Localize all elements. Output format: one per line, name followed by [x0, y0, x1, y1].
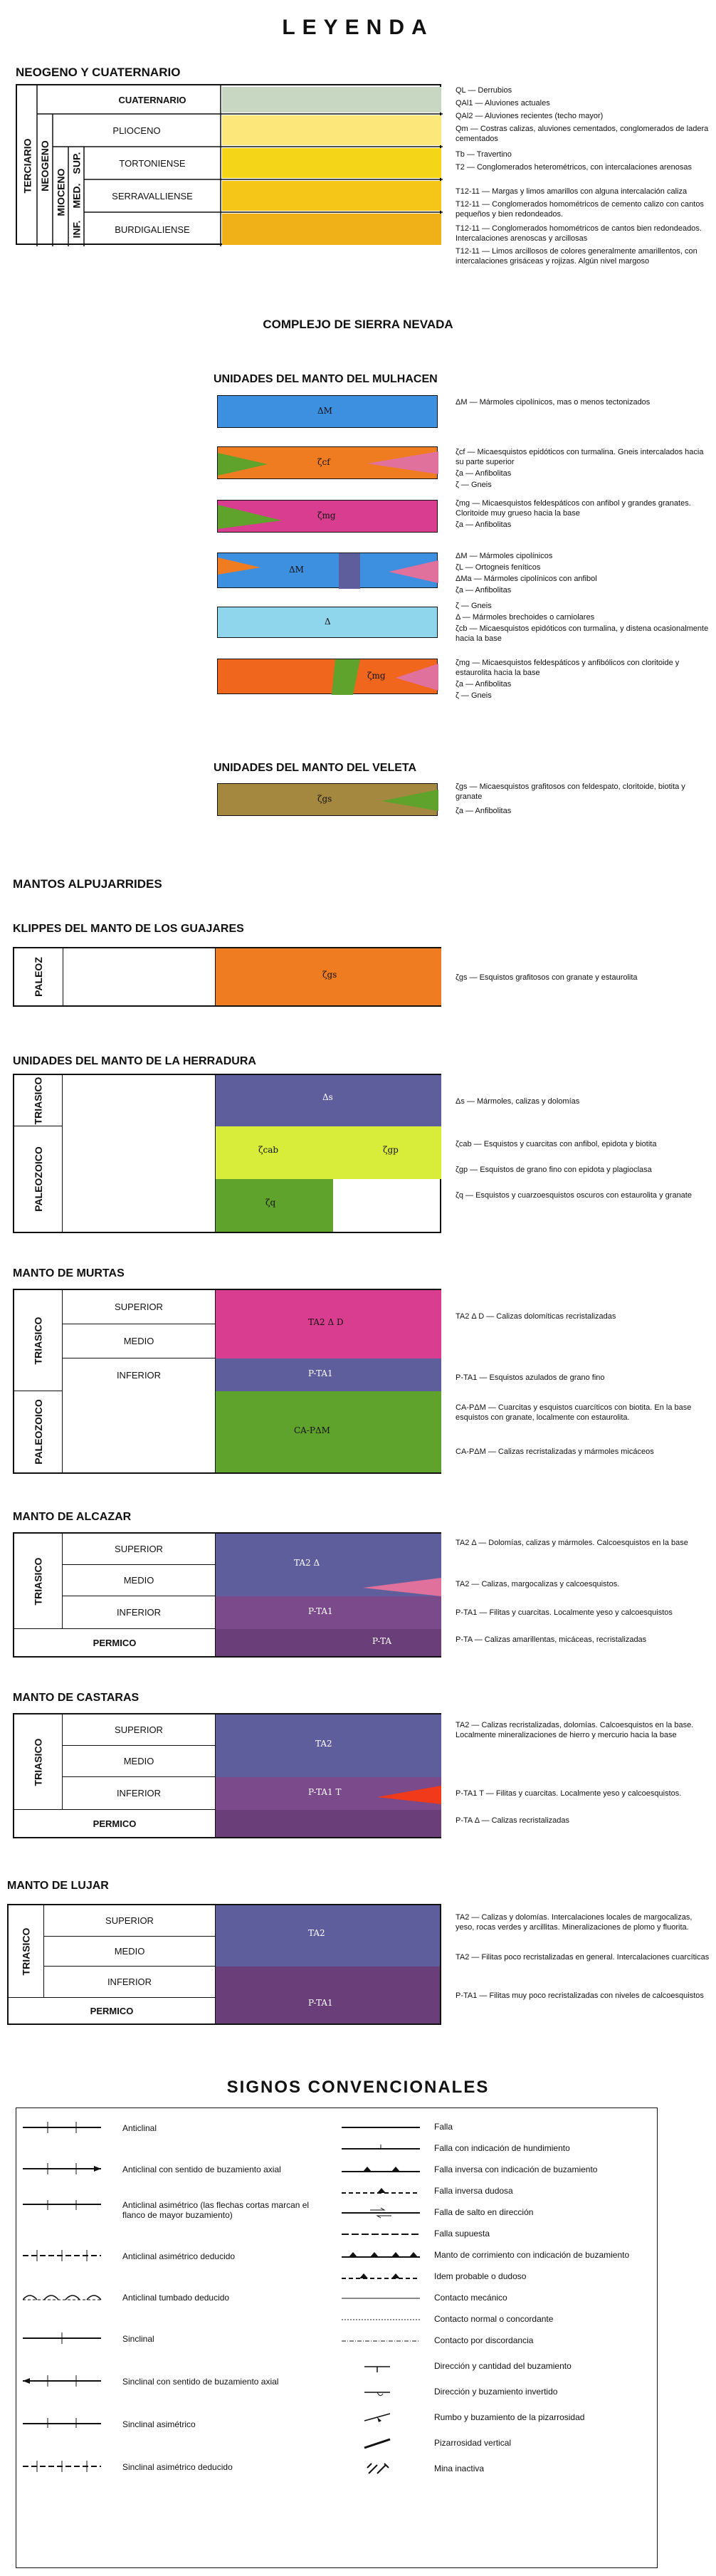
row-tortoniense: TORTONIENSE: [119, 157, 186, 169]
murtas-side-paleozoico: PALEOZOICO: [14, 1391, 63, 1472]
bar-label: ζq: [265, 1198, 276, 1208]
buzamiento-invertido-icon: [363, 2384, 391, 2401]
neogeno-legend-item: T12-11 — Conglomerados homométricos de cantos bien redondeados. Intercalaciones arenoscas y arcillosas: [456, 224, 702, 243]
murtas-legend-item: P-TA1 — Esquistos azulados de grano fino: [456, 1373, 605, 1382]
lujar-heading: MANTO DE LUJAR: [7, 1880, 109, 1892]
lujar-side-triasico: TRIASICO: [9, 1905, 44, 1998]
lujar-table: [7, 1904, 441, 2025]
page-title: LEYENDA: [282, 16, 434, 39]
mulhacen-bar: [217, 500, 438, 533]
mulhacen-bar: [217, 659, 438, 694]
murtas-row-medio: MEDIO: [63, 1324, 215, 1358]
falla-inversa-icon: [342, 2164, 427, 2176]
row-burdigaliense: BURDIGALIENSE: [115, 224, 190, 235]
neogeno-legend-item: T12-11 — Limos arcillosos de colores generalmente amarillentos, con intercalaciones grisáceas y rojizas. Algún nivel margoso: [456, 247, 697, 266]
herradura-bar-cab: [215, 1126, 333, 1179]
alcazar-legend-item: TA2 Δ — Dolomías, calizas y mármoles. Calcoesquistos en la base: [456, 1539, 688, 1547]
row-serravalliense: SERRAVALLIENSE: [112, 190, 193, 201]
neogeno-legend-item: Tb — Travertino: [456, 150, 512, 159]
mulhacen-legend-item: ζa — Anfibolitas: [456, 680, 512, 688]
bar-label: P-TA1 T: [308, 1787, 342, 1797]
mulhacen-legend-item: ΔMa — Mármoles cipolínicos con anfibol: [456, 575, 597, 583]
veleta-heading: UNIDADES DEL MANTO DEL VELETA: [214, 762, 417, 774]
veleta-bar: [217, 783, 438, 816]
falla-inversa-dudosa-icon: [342, 2186, 427, 2197]
bar-label: P-TA1: [308, 1368, 333, 1378]
neogeno-legend-item: T12-11 — Margas y limos amarillos con alguna intercalación caliza: [456, 187, 688, 196]
mulhacen-bar: [217, 446, 438, 479]
mulhacen-legend-item: ζa — Anfibolitas: [456, 469, 512, 478]
falla-salto-icon: [342, 2207, 427, 2219]
alcazar-row-permico: PERMICO: [93, 1637, 137, 1648]
guajares-heading: KLIPPES DEL MANTO DE LOS GUAJARES: [13, 923, 244, 935]
bar-label: ζgs: [322, 970, 337, 980]
ortogneis-wedge: [218, 553, 438, 589]
alcazar-legend-item: TA2 — Calizas, margocalizas y calcoesquistos.: [456, 1580, 620, 1588]
alcazar-row-superior: SUPERIOR: [63, 1534, 215, 1565]
castaras-legend-item: TA2 — Calizas recristalizadas, dolomías. Calcoesquistos en la base. Localmente mineralizaciones de hierro y mercurio hacia la base: [456, 1721, 694, 1739]
sierra-nevada-heading: COMPLEJO DE SIERRA NEVADA: [263, 318, 453, 331]
bar-label: TA2 Δ D: [308, 1317, 344, 1327]
neogeno-legend-item: QAl2 — Aluviones recientes (techo mayor): [456, 112, 604, 120]
sinclinal-asimetrico-icon: [23, 2417, 108, 2431]
bar-label: P-TA: [372, 1636, 392, 1646]
bar-label: ζgp: [383, 1145, 399, 1155]
neogeno-side-inf: INF.: [70, 220, 83, 239]
bar-label: ζmg: [317, 511, 336, 520]
castaras-side-triasico: TRIASICO: [14, 1714, 63, 1810]
anticlinal-axial-icon: [23, 2162, 108, 2176]
mulhacen-bar: [217, 553, 438, 588]
murtas-side-triasico: TRIASICO: [14, 1290, 63, 1391]
mulhacen-legend-item: ζmg — Micaesquistos feldespáticos y anfibólicos con cloritoide y estaurolita hacia la base: [456, 659, 680, 677]
murtas-legend-item: TA2 Δ D — Calizas dolomíticas recristalizadas: [456, 1312, 616, 1321]
lujar-row-medio: MEDIO: [44, 1937, 215, 1967]
lujar-legend-item: P-TA1 — Filitas muy poco recristalizadas con niveles de calcoesquistos: [456, 1991, 704, 2000]
sinclinal-deducido-icon: [23, 2459, 108, 2473]
castaras-legend-item: P-TA Δ — Calizas recristalizadas: [456, 1816, 569, 1825]
bar-label: Δ: [325, 617, 331, 627]
castaras-row-superior: SUPERIOR: [63, 1714, 215, 1746]
neogeno-legend-item: QAl1 — Aluviones actuales: [456, 99, 550, 108]
castaras-row-permico: PERMICO: [93, 1818, 137, 1829]
bar-label: Δs: [322, 1092, 333, 1102]
row-cuaternario: CUATERNARIO: [118, 94, 186, 105]
castaras-legend-item: P-TA1 T — Filitas y cuarcitas. Localmente yeso y calcoesquistos.: [456, 1789, 682, 1798]
burdigaliense-fill: [222, 214, 441, 245]
mulhacen-legend-item: ζa — Anfibolitas: [456, 586, 512, 595]
alcazar-table: [13, 1532, 441, 1658]
murtas-row-superior: SUPERIOR: [63, 1290, 215, 1324]
bar-label: ζmg: [367, 671, 386, 681]
bar-label: TA2 Δ: [294, 1558, 320, 1568]
alcazar-heading: MANTO DE ALCAZAR: [13, 1511, 132, 1523]
neogeno-legend-item: T2 — Conglomerados heterométricos, con intercalaciones arenosas: [456, 163, 693, 172]
herradura-heading: UNIDADES DEL MANTO DE LA HERRADURA: [13, 1055, 256, 1067]
signos-heading: SIGNOS CONVENCIONALES: [226, 2078, 490, 2097]
lujar-bar-superior: [215, 1905, 440, 1967]
anfibolita-wedge: [218, 501, 438, 533]
plioceno-fill: [222, 115, 441, 145]
neogeno-side-terciario: TERCIARIO: [21, 138, 33, 194]
anticlinal-icon: [23, 2120, 108, 2135]
neogeno-table: [16, 84, 441, 245]
murtas-legend-item: CA-PΔM — Cuarcitas y esquistos cuarcíticos con biotita. En la base esquistos con granate, localmente con estaurolita.: [456, 1403, 692, 1422]
castaras-wedge: [377, 1784, 441, 1806]
herradura-legend-item: ζq — Esquistos y cuarzoesquistos oscuros con estaurolita y granate: [456, 1191, 692, 1200]
castaras-bar-permico: [215, 1810, 441, 1837]
murtas-heading: MANTO DE MURTAS: [13, 1267, 125, 1279]
herradura-side-paleozoico: PALEOZOICO: [14, 1126, 63, 1232]
mulhacen-legend-item: ΔM — Mármoles cipolínicos, mas o menos tectonizados: [456, 398, 651, 407]
mulhacen-legend-item: ζcf — Micaesquistos epidóticos con turmalina. Gneis intercalados hacia su parte superior: [456, 448, 704, 466]
lujar-row-superior: SUPERIOR: [44, 1905, 215, 1937]
alcazar-side-triasico: TRIASICO: [14, 1534, 63, 1629]
serravalliense-fill: [222, 181, 441, 211]
castaras-table: [13, 1713, 441, 1838]
pizarrosidad-icon: [363, 2409, 391, 2426]
mulhacen-legend-item: Δ — Mármoles brechoides o carniolares: [456, 613, 595, 622]
bar-label: P-TA1: [308, 1998, 333, 2008]
neogeno-side-neogeno: NEOGENO: [39, 140, 51, 192]
gneis-wedge: [218, 447, 438, 480]
signos-left: Anticlinal Anticlinal con sentido de buzamiento axial Anticlinal asimétrico (las flechas cortas marcan el flanco de mayor buzamiento) Anticlinal asimétrico deducido Anticlinal tumbado deducido Sinclinal Sinclinal con sentido de buzamiento axial Sinclinal asimétrico Sinclinal asimétrico deducido: [16, 2122, 336, 2563]
mulhacen-legend-item: ζmg — Micaesquistos feldespáticos con anfibol y grandes granates. Cloritoide muy grueso hacia la base: [456, 499, 691, 518]
murtas-bar-paleozoico: [215, 1391, 441, 1472]
sinclinal-icon: [23, 2331, 108, 2345]
bar-label: ΔM: [317, 406, 332, 416]
herradura-legend-item: Δs — Mármoles, calizas y dolomías: [456, 1097, 580, 1106]
contacto-discordancia-icon: [342, 2335, 427, 2347]
alpujarrides-heading: MANTOS ALPUJARRIDES: [13, 877, 162, 891]
alcazar-row-medio: MEDIO: [63, 1565, 215, 1596]
bar-label: TA2: [308, 1928, 325, 1938]
mulhacen-legend-item: ζ — Gneis: [456, 602, 492, 610]
murtas-table: [13, 1289, 441, 1474]
guajares-table: [13, 947, 441, 1007]
gneis-wedge: [218, 659, 438, 695]
alcazar-legend-item: P-TA1 — Filitas y cuarcitas. Localmente yeso y calcoesquistos: [456, 1608, 673, 1617]
tortoniense-fill: [222, 148, 441, 178]
guajares-legend-item: ζgs — Esquistos grafitosos con granate y estaurolita: [456, 973, 638, 982]
anticlinal-asimetrico-icon: [23, 2197, 108, 2211]
mulhacen-bar: [217, 395, 438, 428]
bar-label: TA2: [315, 1739, 332, 1749]
herradura-bar-marmoles: [215, 1075, 441, 1126]
contacto-normal-icon: [342, 2314, 427, 2325]
herradura-legend-item: ζgp — Esquistos de grano fino con epidota y plagioclasa: [456, 1166, 652, 1174]
mina-inactiva-icon: [366, 2459, 390, 2479]
buzamiento-icon: [363, 2358, 391, 2375]
murtas-bar-inferior: [215, 1358, 441, 1391]
anfibolita-wedge: [218, 784, 438, 817]
contacto-mecanico-icon: [342, 2293, 427, 2304]
veleta-legend-item: ζgs — Micaesquistos grafitosos con feldespato, cloritoide, biotita y granate: [456, 782, 685, 801]
signos-right: Falla Falla con indicación de hundimiento Falla inversa con indicación de buzamiento Falla inversa dudosa Falla de salto en dirección Falla supuesta Manto de corrimiento con indicación de buzamiento Idem probable o dudoso Contacto mecánico Contacto normal o concordante Contacto por discordancia Dirección y cantidad del buzamiento Dirección y buzamiento invertido Rumbo y buzamiento de la pizarrosidad Pizarrosidad vertical Mina inactiva: [342, 2122, 655, 2563]
bar-label: ζcab: [258, 1145, 279, 1155]
herradura-bar-q: [215, 1179, 333, 1232]
veleta-legend-item: ζa — Anfibolitas: [456, 807, 512, 815]
lujar-legend-item: TA2 — Calizas y dolomías. Intercalaciones locales de margocalizas, yeso, rocas verdes y arcillitas. Mineralizaciones de plomo y fluorita.: [456, 1913, 693, 1932]
mulhacen-legend-item: ζ — Gneis: [456, 691, 492, 700]
bar-label: CA-PΔM: [294, 1425, 330, 1435]
falla-supuesta-icon: [342, 2229, 427, 2240]
falla-hundimiento-icon: [342, 2143, 427, 2154]
anticlinal-tumbado-icon: [23, 2290, 108, 2304]
herradura-table: [13, 1074, 441, 1233]
neogeno-side-sup: SUP.: [70, 152, 82, 174]
bar-label: ΔM: [289, 565, 304, 575]
alcazar-legend-item: P-TA — Calizas amarillentas, micáceas, recristalizadas: [456, 1635, 647, 1644]
mulhacen-heading: UNIDADES DEL MANTO DEL MULHACEN: [214, 373, 438, 385]
manto-dudoso-icon: [342, 2271, 427, 2283]
guajares-side: PALEOZ: [14, 948, 63, 1005]
lujar-row-inferior: INFERIOR: [44, 1967, 215, 1998]
guajares-bar: [215, 948, 441, 1005]
castaras-row-inferior: INFERIOR: [63, 1777, 215, 1810]
lujar-bar-inferior: [215, 1967, 440, 2023]
mulhacen-legend-item: ζ — Gneis: [456, 481, 492, 489]
castaras-heading: MANTO DE CASTARAS: [13, 1692, 139, 1704]
neogeno-side-med: MED.: [70, 183, 82, 209]
anticlinal-deducido-icon: [23, 2248, 108, 2263]
mulhacen-legend-item: ΔM — Mármoles cipolínicos: [456, 552, 553, 560]
murtas-bar-superior: [215, 1290, 441, 1358]
mulhacen-legend-item: ζa — Anfibolitas: [456, 520, 512, 529]
alcazar-bar-inferior: [215, 1596, 441, 1629]
murtas-legend-item: CA-PΔM — Calizas recristalizadas y mármoles micáceos: [456, 1447, 654, 1456]
neogeno-legend-item: QL — Derrubios: [456, 86, 512, 95]
falla-icon: [342, 2122, 427, 2133]
mulhacen-legend-item: ζL — Ortogneis feníticos: [456, 563, 541, 572]
neogeno-side-mioceno: MIOCENO: [55, 168, 67, 216]
alcazar-bar-permico: [215, 1629, 441, 1656]
sinclinal-axial-icon: [23, 2374, 108, 2388]
row-plioceno: PLIOCENO: [112, 125, 161, 136]
alcazar-wedge: [363, 1576, 441, 1598]
castaras-row-medio: MEDIO: [63, 1746, 215, 1777]
mulhacen-bar: [217, 607, 438, 638]
herradura-legend-item: ζcab — Esquistos y cuarcitas con anfibol, epidota y biotita: [456, 1140, 657, 1148]
mulhacen-legend-item: ζcb — Micaesquistos epidóticos con turmalina, y distena ocasionalmente hacia la base: [456, 624, 709, 643]
bar-label: P-TA1: [308, 1606, 333, 1616]
alcazar-row-inferior: INFERIOR: [63, 1596, 215, 1629]
quaternary-fill: [222, 87, 441, 112]
pizarrosidad-vertical-icon: [363, 2435, 391, 2452]
herradura-side-triasico: TRIASICO: [14, 1075, 63, 1126]
bar-label: ζcf: [317, 457, 330, 467]
castaras-bar-superior: [215, 1714, 441, 1777]
herradura-bar-gp: [333, 1126, 441, 1179]
lujar-row-permico: PERMICO: [90, 2005, 134, 2016]
lujar-legend-item: TA2 — Filitas poco recristalizadas en general. Intercalaciones cuarcíticas: [456, 1953, 710, 1962]
neogeno-legend-item: Qm — Costras calizas, aluviones cementados, conglomerados de ladera cementados: [456, 125, 709, 143]
manto-corrimiento-icon: [342, 2250, 427, 2261]
neogeno-heading: NEOGENO Y CUATERNARIO: [16, 66, 181, 79]
murtas-row-inferior: INFERIOR: [116, 1369, 162, 1381]
bar-label: ζgs: [317, 794, 332, 804]
neogeno-legend-item: T12-11 — Conglomerados homométricos de cemento calizo con cantos pequeños y bien redondeados.: [456, 200, 704, 219]
